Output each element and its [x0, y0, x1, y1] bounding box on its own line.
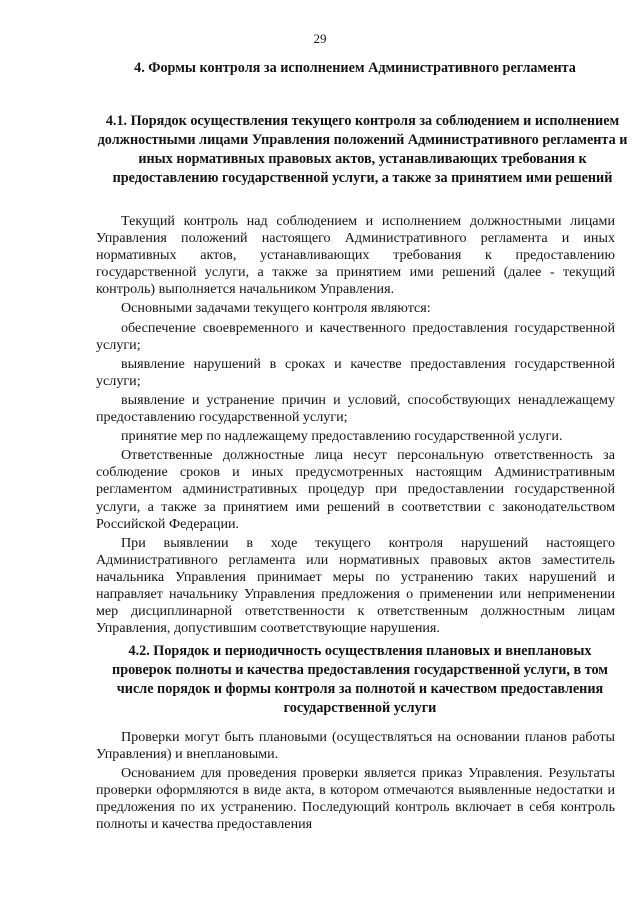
paragraph: выявление и устранение причин и условий, способствующих ненадлежащему предоставлению государственной услуги; — [96, 391, 615, 426]
paragraph: Основными задачами текущего контроля являются: — [121, 300, 431, 317]
paragraph: Проверки могут быть плановыми (осуществляться на основании планов работы Управления) и внеплановыми. — [96, 729, 615, 763]
paragraph: При выявлении в ходе текущего контроля нарушений настоящего Административного регламента или нормативных правовых актов заместитель начальника Управления принимает меры по устранению таких нарушений и направляет начальнику Управления предложения о применении или неприменении мер дисциплинарной ответственности к ответственным должностным лицам Управления, допустившим соответствующие нарушения. — [96, 534, 615, 637]
paragraph: принятие мер по надлежащему предоставлению государственной услуги. — [121, 428, 563, 445]
paragraph: выявление нарушений в сроках и качестве предоставления государственной услуги; — [96, 355, 615, 389]
paragraph: Текущий контроль над соблюдением и исполнением должностными лицами Управления положений настоящего Административного регламента и иных нормативных актов, устанавливающих требования к предоставлению государственной услуги, а также за принятием ими решений (далее - текущий контроль) выполняется начальником Управления. — [96, 213, 615, 298]
section-4-2-heading: 4.2. Порядок и периодичность осуществления плановых и внеплановых проверок полноты и качества предоставления государственной услуги, в том числе порядок и формы контроля за полнотой и качеством предоставления государственной услуги — [112, 643, 608, 716]
section-4-2-body — [96, 729, 615, 834]
page-number: 29 — [313, 31, 327, 46]
paragraph: обеспечение своевременного и качественного предоставления государственной услуги; — [96, 319, 615, 353]
paragraph: Основанием для проведения проверки является приказ Управления. Результаты проверки оформляются в виде акта, в котором отмечаются выявленные недостатки и предложения по их устранению. Последующий контроль включает в себя контроль полноты и качества предоставления — [96, 765, 615, 833]
section-4-1-heading: 4.1. Порядок осуществления текущего контроля за соблюдением и исполнением должностными лицами Управления положений Административного регламента и иных нормативных правовых актов, устанавливающих требования к предоставлению государственной услуги, а также за принятием ими решений — [97, 113, 628, 186]
section-4-heading: 4. Формы контроля за исполнением Административного регламента — [134, 60, 576, 76]
paragraph: Ответственные должностные лица несут персональную ответственность за соблюдение сроков и иных предусмотренных настоящим Административным регламентом административных процедур при предоставлении государственной услуги, а также за принятием ими решений в соответствии с законодательством Российской Федерации. — [96, 447, 615, 532]
section-4-1-body — [96, 213, 615, 637]
